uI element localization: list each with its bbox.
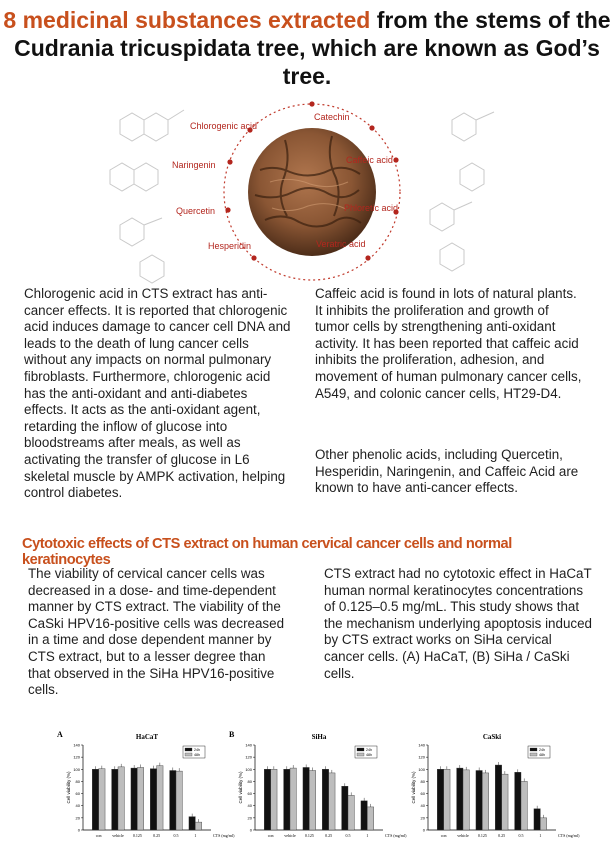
right-column-text-2: Other phenolic acids, including Quercetin, Hesperidin, Naringenin, and Caffeic Acid are known to have anti-cancer effects. — [315, 447, 579, 496]
label-chlorogenic-acid: Chlorogenic acid — [190, 121, 258, 131]
chart-x-label: CTS (mg/ml) — [558, 833, 580, 838]
chart-bar — [502, 774, 508, 830]
chart-y-tick-label: 120 — [418, 754, 425, 760]
label-quercetin: Quercetin — [176, 206, 216, 216]
chart-bar — [515, 772, 521, 830]
chart-y-tick-label: 60 — [75, 791, 80, 797]
chart-bar — [92, 769, 98, 830]
chart-y-tick-label: 140 — [418, 742, 425, 748]
label-caffeic-acid: Caffeic acid — [346, 155, 393, 165]
chart-bar — [150, 769, 156, 830]
chart-bar — [176, 771, 182, 830]
chart-y-tick-label: 40 — [420, 803, 425, 809]
chart-y-tick-label: 0 — [249, 827, 252, 833]
label-veratric-acid: Veratric acid — [316, 239, 366, 249]
chart-x-tick-label: 1 — [539, 833, 542, 838]
chart-x-tick-label: 0.25 — [498, 833, 506, 838]
viability-charts — [55, 727, 595, 845]
chart-x-tick-label: 0.25 — [153, 833, 161, 838]
page-title — [0, 6, 614, 90]
chart-panel-letter: A — [57, 730, 63, 739]
chart-bar — [540, 818, 546, 830]
chart-y-tick-label: 120 — [73, 754, 80, 760]
chart-bar — [309, 771, 315, 831]
chart-x-label: CTS (mg/ml) — [385, 833, 407, 838]
chart-title: SiHa — [311, 733, 327, 741]
chart-legend-swatch — [357, 753, 364, 756]
section-title: Cytotoxic effects of CTS extract on human cervical cancer cells and normal keratinocytes — [22, 536, 512, 568]
chart-legend-swatch — [185, 748, 192, 751]
chart-x-tick-label: vehicle — [112, 833, 124, 838]
chart-bar — [322, 769, 328, 830]
chart-legend-swatch — [357, 748, 364, 751]
chart-bar — [157, 766, 163, 830]
chart-bar — [112, 769, 118, 830]
chart-legend-label: 24h — [194, 747, 200, 752]
chart-x-tick-label: vehicle — [284, 833, 296, 838]
chart-bar — [189, 817, 195, 830]
chart-y-tick-label: 40 — [75, 803, 80, 809]
chart-legend-label: 48h — [366, 752, 372, 757]
chart-bar — [290, 768, 296, 830]
chart-y-tick-label: 100 — [245, 766, 252, 772]
chart-y-label: Cell viability (%) — [238, 771, 243, 804]
chart-y-tick-label: 60 — [420, 791, 425, 797]
chart-bar — [348, 795, 354, 830]
chart-y-tick-label: 140 — [245, 742, 252, 748]
chart-y-tick-label: 80 — [247, 778, 252, 784]
chart-title: CaSki — [482, 733, 502, 741]
chart-bar — [137, 767, 143, 830]
chart-x-tick-label: 0.5 — [173, 833, 179, 838]
chart-x-tick-label: 0.125 — [477, 833, 487, 838]
chart-x-tick-label: 0.5 — [345, 833, 351, 838]
chart-y-tick-label: 0 — [422, 827, 425, 833]
chart-y-tick-label: 40 — [247, 803, 252, 809]
chart-bar — [482, 773, 488, 830]
chart-legend-label: 24h — [366, 747, 372, 752]
chart-bar — [271, 769, 277, 830]
page-title-rest: from the stems of the Cudrania tricuspidata tree, which are known as God’s tree. — [14, 7, 611, 89]
chart-bar — [457, 768, 463, 830]
page-title-highlight: 8 medicinal substances extracted — [3, 7, 371, 33]
chart-y-tick-label: 120 — [245, 754, 252, 760]
chart-y-tick-label: 140 — [73, 742, 80, 748]
chart-bar — [99, 769, 105, 830]
section2-left-text: The viability of cervical cancer cells was decreased in a dose- and time-dependent manner by CTS extract. The viability of the CaSki HPV16-positive cells was decreased in a time and dose dependent manner by CTS extract, but to a lesser degree than that observed in the SiHa HPV16-positive cells. — [28, 566, 285, 698]
chart-y-tick-label: 20 — [420, 815, 425, 821]
chart-bar — [534, 809, 540, 830]
chart-x-tick-label: 0.25 — [325, 833, 333, 838]
chart-x-tick-label: 0.5 — [518, 833, 524, 838]
label-catechin: Catechin — [314, 112, 350, 122]
chart-bar — [170, 771, 176, 831]
substances-diagram — [100, 100, 514, 284]
chart-bar — [195, 822, 201, 830]
chart-x-label: CTS (mg/ml) — [213, 833, 235, 838]
chart-y-tick-label: 100 — [73, 766, 80, 772]
chart-x-tick-label: 0.125 — [132, 833, 142, 838]
chart-bar — [303, 767, 309, 830]
chart-x-tick-label: con — [267, 833, 274, 838]
chart-x-tick-label: 1 — [194, 833, 197, 838]
chart-y-tick-label: 80 — [75, 778, 80, 784]
chart-bar — [361, 801, 367, 830]
chart-bar — [521, 781, 527, 830]
chart-y-label: Cell viability (%) — [66, 771, 71, 804]
chart-legend-label: 48h — [194, 752, 200, 757]
label-hesperidin: Hesperidin — [208, 241, 252, 251]
chart-bar — [476, 771, 482, 831]
chart-x-tick-label: con — [440, 833, 447, 838]
chart-title: HaCaT — [135, 733, 159, 741]
chart-y-tick-label: 20 — [247, 815, 252, 821]
chart-y-tick-label: 80 — [420, 778, 425, 784]
right-column-text: Caffeic acid is found in lots of natural plants. It inhibits the proliferation and growth of tumor cells by strengthening anti-oxidant activity. It has been reported that caffeic acid inhibits the proliferation, adhesion, and movement of human pulmonary cancer cells, A549, and colonic cancer cells, HT29-D4. — [315, 286, 582, 401]
label-phloretic-acid: Phloretic acid — [344, 203, 399, 213]
chart-y-label: Cell viability (%) — [411, 771, 416, 804]
chart-bar — [118, 767, 124, 830]
chart-bar — [367, 807, 373, 830]
label-naringenin: Naringenin — [172, 160, 216, 170]
chart-x-tick-label: 1 — [366, 833, 369, 838]
chart-panel-letter: B — [229, 730, 235, 739]
chart-y-tick-label: 0 — [77, 827, 80, 833]
chart-bar — [131, 768, 137, 830]
chart-y-tick-label: 60 — [247, 791, 252, 797]
chart-legend-label: 24h — [539, 747, 545, 752]
section2-right-text: CTS extract had no cytotoxic effect in HaCaT human normal keratinocytes concentrations of 0.125–0.5 mg/mL. This study shows that the mechanism underlying apoptosis induced by CTS extract works on SiHa cervical cancer cells. (A) HaCaT, (B) SiHa / CaSki cells. — [324, 566, 592, 681]
chart-legend-label: 48h — [539, 752, 545, 757]
chart-x-tick-label: vehicle — [457, 833, 469, 838]
chart-legend-swatch — [185, 753, 192, 756]
chart-bar — [437, 769, 443, 830]
chart-bar — [342, 786, 348, 830]
chart-y-tick-label: 20 — [75, 815, 80, 821]
chart-bar — [463, 770, 469, 830]
chart-y-tick-label: 100 — [418, 766, 425, 772]
chart-bar — [264, 769, 270, 830]
chart-x-tick-label: con — [95, 833, 102, 838]
chart-bar — [444, 769, 450, 830]
chart-legend-swatch — [530, 748, 537, 751]
left-column-text: Chlorogenic acid in CTS extract has anti-cancer effects. It is reported that chlorogenic acid induces damage to cancer cell DNA and leads to the death of lung cancer cells without any impacts on normal pulmonary fibroblasts. Furthermore, chlorogenic acid has the anti-oxidant and anti-diabetes effects. It acts as the anti-oxidant agent, retarding the inflow of glucose into bloodstreams after meals, as well as activating the transfer of glucose in L6 skeletal muscle by AMPK activation, helping control diabetes. — [24, 286, 291, 501]
chart-legend-swatch — [530, 753, 537, 756]
chart-x-tick-label: 0.125 — [304, 833, 314, 838]
chart-bar — [329, 773, 335, 830]
chart-bar — [495, 765, 501, 830]
chart-bar — [284, 769, 290, 830]
